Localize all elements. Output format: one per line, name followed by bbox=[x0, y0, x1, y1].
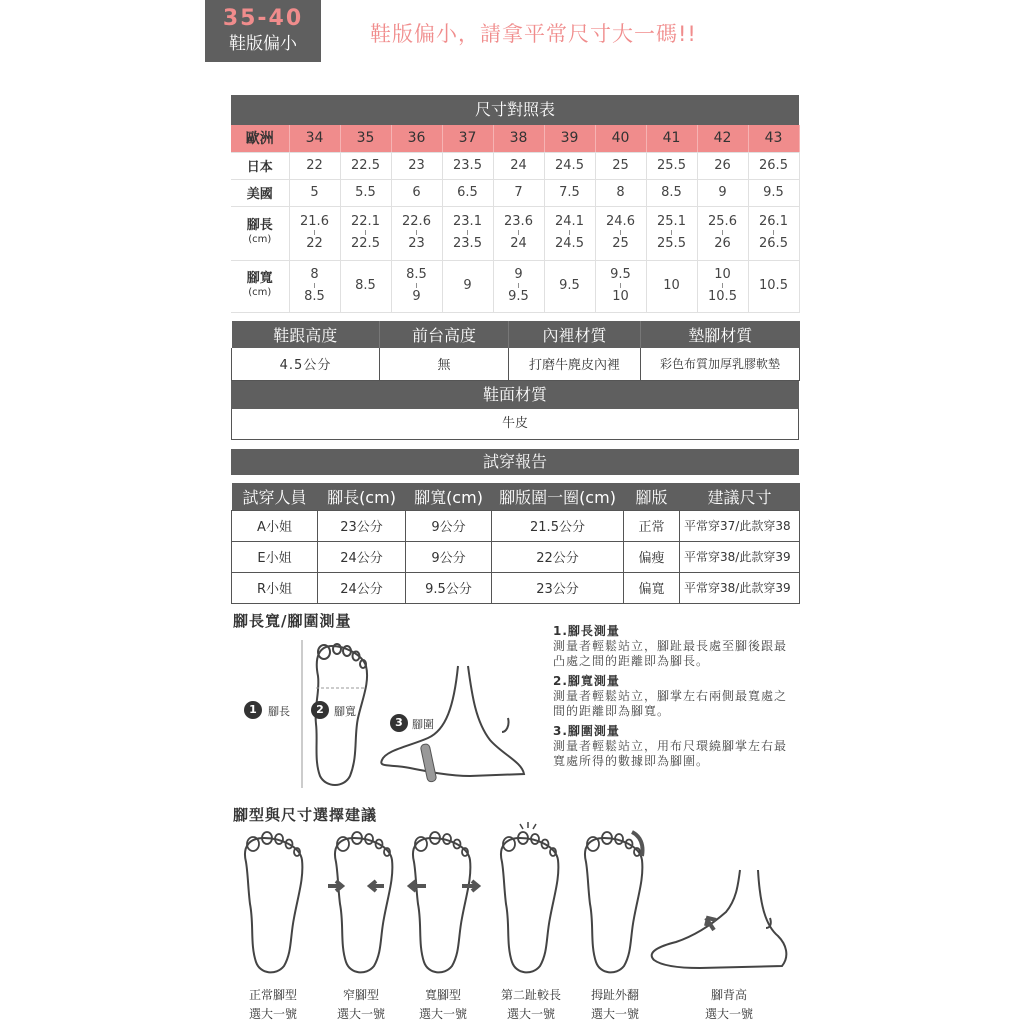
us-size-cell: 5 bbox=[289, 179, 340, 206]
tester-width: 9公分 bbox=[406, 541, 492, 572]
foot-width-cell bbox=[748, 260, 799, 312]
range-separator: ı bbox=[313, 228, 316, 238]
jp-label: 日本 bbox=[231, 152, 289, 179]
range-value: 26.5 bbox=[759, 236, 788, 251]
width-label: 腳寬 (cm) bbox=[231, 260, 289, 312]
front-height-value: 無 bbox=[380, 348, 509, 380]
foot-type-advice-wide: 選大一號 bbox=[418, 1007, 467, 1021]
range-value: 23.5 bbox=[453, 236, 482, 251]
width-measure-desc: 測量者輕鬆站立，腳掌左右兩側最寬處之間的距離即為腳寬。 bbox=[553, 689, 788, 718]
foot-type-advice-bunion: 選大一號 bbox=[590, 1007, 639, 1021]
foot-length-cell bbox=[340, 206, 391, 260]
wide-foot-icon bbox=[410, 832, 478, 972]
range-separator: ı bbox=[772, 228, 775, 238]
range-value: 24.5 bbox=[555, 236, 584, 251]
materials-header-row bbox=[232, 321, 800, 348]
foot-type-advice-second-toe: 選大一號 bbox=[506, 1007, 555, 1021]
us-row bbox=[231, 179, 799, 206]
range-value: 21.6 bbox=[300, 214, 329, 229]
range-separator: ı bbox=[568, 228, 571, 238]
range-value: 8.5 bbox=[304, 289, 325, 304]
jp-size-cell: 22.5 bbox=[340, 152, 391, 179]
size-note: 鞋版偏小 bbox=[229, 34, 297, 54]
foot-type-label-wide: 寬腳型 bbox=[424, 988, 461, 1002]
tester-suggestion: 平常穿37/此款穿38 bbox=[680, 510, 800, 541]
size-range: 35-40 bbox=[222, 6, 304, 31]
range-value: 25.1 bbox=[657, 214, 686, 229]
jp-size-cell: 24 bbox=[493, 152, 544, 179]
range-separator: ı bbox=[415, 281, 418, 291]
eu-label: 歐洲 bbox=[231, 125, 289, 152]
range-value: 9.5 bbox=[610, 267, 631, 282]
us-size-cell: 6 bbox=[391, 179, 442, 206]
materials-value-row bbox=[232, 348, 800, 380]
fit-header-tester: 試穿人員 bbox=[232, 483, 318, 510]
length-measure-title: 1.腳長測量 bbox=[553, 624, 620, 638]
range-value: 22 bbox=[306, 236, 323, 251]
us-size-cell: 6.5 bbox=[442, 179, 493, 206]
foot-length-cell bbox=[646, 206, 697, 260]
tester-name: R小姐 bbox=[232, 572, 318, 603]
size-table-title: 尺寸對照表 bbox=[231, 95, 799, 125]
heel-height-header: 鞋跟高度 bbox=[232, 321, 380, 348]
range-value: 10.5 bbox=[708, 289, 737, 304]
range-value: 8.5 bbox=[355, 278, 376, 293]
foot-width-cell bbox=[289, 260, 340, 312]
foot-width-cell bbox=[646, 260, 697, 312]
range-value: 22.5 bbox=[351, 236, 380, 251]
size-table bbox=[231, 125, 800, 313]
tester-girth: 21.5公分 bbox=[492, 510, 624, 541]
girth-measure-title: 3.腳圍測量 bbox=[553, 724, 620, 738]
eu-size-cell: 35 bbox=[340, 125, 391, 152]
range-value: 10 bbox=[612, 289, 629, 304]
foot-type-advice-narrow: 選大一號 bbox=[336, 1007, 385, 1021]
materials-table bbox=[231, 321, 800, 381]
foot-length-cell bbox=[442, 206, 493, 260]
range-separator: ı bbox=[517, 281, 520, 291]
tester-width: 9公分 bbox=[406, 510, 492, 541]
range-value: 9 bbox=[412, 289, 421, 304]
range-value: 22.1 bbox=[351, 214, 380, 229]
width-measure-title: 2.腳寬測量 bbox=[553, 674, 620, 688]
foot-width-cell bbox=[340, 260, 391, 312]
fit-report-table bbox=[231, 483, 800, 604]
us-size-cell: 9 bbox=[697, 179, 748, 206]
range-value: 22.6 bbox=[402, 214, 431, 229]
insole-header: 墊腳材質 bbox=[641, 321, 800, 348]
foot-width-cell bbox=[544, 260, 595, 312]
range-value: 26 bbox=[714, 236, 731, 251]
measure-marker-3: 3 bbox=[390, 714, 408, 732]
eu-size-cell: 39 bbox=[544, 125, 595, 152]
upper-material-header: 鞋面材質 bbox=[231, 381, 799, 409]
foot-width-cell bbox=[697, 260, 748, 312]
size-advice-headline: 鞋版偏小，請拿平常尺寸大一碼!! bbox=[370, 22, 697, 46]
tester-shape: 偏寬 bbox=[624, 572, 680, 603]
us-size-cell: 9.5 bbox=[748, 179, 799, 206]
tester-girth: 22公分 bbox=[492, 541, 624, 572]
jp-size-cell: 25.5 bbox=[646, 152, 697, 179]
measure-label-girth: 腳圍 bbox=[412, 718, 434, 731]
range-separator: ı bbox=[517, 228, 520, 238]
foot-length-cell bbox=[544, 206, 595, 260]
width-row bbox=[231, 260, 799, 312]
measure-title: 腳長寬/腳圍測量 bbox=[233, 612, 352, 630]
us-size-cell: 7.5 bbox=[544, 179, 595, 206]
jp-size-cell: 25 bbox=[595, 152, 646, 179]
foot-length-cell bbox=[748, 206, 799, 260]
foot-type-advice-high-instep: 選大一號 bbox=[704, 1007, 753, 1021]
size-range-badge bbox=[205, 0, 321, 62]
tester-length: 24公分 bbox=[318, 572, 406, 603]
range-separator: ı bbox=[619, 228, 622, 238]
eu-size-cell: 38 bbox=[493, 125, 544, 152]
tester-length: 23公分 bbox=[318, 510, 406, 541]
us-size-cell: 7 bbox=[493, 179, 544, 206]
measure-instructions bbox=[553, 624, 799, 769]
range-value: 26.1 bbox=[759, 214, 788, 229]
insole-value: 彩色布質加厚乳膠軟墊 bbox=[641, 348, 800, 380]
eu-size-cell: 43 bbox=[748, 125, 799, 152]
range-value: 24 bbox=[510, 236, 527, 251]
measure-marker-1: 1 bbox=[244, 701, 262, 719]
foot-length-cell bbox=[493, 206, 544, 260]
foot-type-label-second-toe: 第二趾較長 bbox=[500, 988, 561, 1002]
front-height-header: 前台高度 bbox=[380, 321, 509, 348]
jp-size-cell: 26 bbox=[697, 152, 748, 179]
foot-type-label-bunion: 拇趾外翻 bbox=[590, 988, 639, 1002]
range-separator: ı bbox=[313, 281, 316, 291]
range-value: 9.5 bbox=[508, 289, 529, 304]
range-value: 8 bbox=[310, 267, 319, 282]
eu-size-cell: 34 bbox=[289, 125, 340, 152]
range-value: 10.5 bbox=[759, 278, 788, 293]
fit-header-girth: 腳版圍一圈(cm) bbox=[492, 483, 624, 510]
length-measure-desc: 測量者輕鬆站立，腳趾最長處至腳後跟最凸處之間的距離即為腳長。 bbox=[553, 639, 788, 668]
narrow-foot-icon bbox=[328, 832, 392, 972]
tester-suggestion: 平常穿38/此款穿39 bbox=[680, 541, 800, 572]
foot-length-cell bbox=[289, 206, 340, 260]
length-row bbox=[231, 206, 799, 260]
range-separator: ı bbox=[619, 281, 622, 291]
foot-width-cell bbox=[493, 260, 544, 312]
tester-suggestion: 平常穿38/此款穿39 bbox=[680, 572, 800, 603]
lining-header: 內裡材質 bbox=[509, 321, 641, 348]
tester-width: 9.5公分 bbox=[406, 572, 492, 603]
eu-size-cell: 37 bbox=[442, 125, 493, 152]
range-separator: ı bbox=[415, 228, 418, 238]
range-separator: ı bbox=[721, 281, 724, 291]
normal-foot-icon bbox=[245, 832, 302, 972]
foot-width-cell bbox=[595, 260, 646, 312]
foot-type-advice-normal: 選大一號 bbox=[248, 1007, 297, 1021]
tester-name: A小姐 bbox=[232, 510, 318, 541]
range-value: 9 bbox=[463, 278, 472, 293]
foot-length-cell bbox=[595, 206, 646, 260]
range-separator: ı bbox=[670, 228, 673, 238]
upper-material-value: 牛皮 bbox=[231, 409, 799, 440]
jp-row bbox=[231, 152, 799, 179]
foot-length-cell bbox=[697, 206, 748, 260]
table-row bbox=[232, 572, 800, 603]
jp-size-cell: 26.5 bbox=[748, 152, 799, 179]
range-value: 25.6 bbox=[708, 214, 737, 229]
tester-name: E小姐 bbox=[232, 541, 318, 572]
tester-shape: 偏瘦 bbox=[624, 541, 680, 572]
range-value: 10 bbox=[663, 278, 680, 293]
foot-type-label-narrow: 窄腳型 bbox=[342, 988, 379, 1002]
foot-width-cell bbox=[442, 260, 493, 312]
range-value: 8.5 bbox=[406, 267, 427, 282]
heel-height-value: 4.5公分 bbox=[232, 348, 380, 380]
jp-size-cell: 23 bbox=[391, 152, 442, 179]
girth-measure-desc: 測量者輕鬆站立，用布尺環繞腳掌左右最寬處所得的數據即為腳圍。 bbox=[553, 739, 788, 768]
tester-girth: 23公分 bbox=[492, 572, 624, 603]
range-value: 10 bbox=[714, 267, 731, 282]
length-label: 腳長 (cm) bbox=[231, 206, 289, 260]
lining-value: 打磨牛麂皮內裡 bbox=[509, 348, 641, 380]
us-size-cell: 8 bbox=[595, 179, 646, 206]
fit-header-row bbox=[232, 483, 800, 510]
range-value: 25.5 bbox=[657, 236, 686, 251]
range-value: 9 bbox=[514, 267, 523, 282]
eu-size-cell: 42 bbox=[697, 125, 748, 152]
range-separator: ı bbox=[466, 228, 469, 238]
foot-type-label-normal: 正常腳型 bbox=[248, 988, 297, 1002]
eu-size-cell: 41 bbox=[646, 125, 697, 152]
fit-header-width: 腳寬(cm) bbox=[406, 483, 492, 510]
bunion-foot-icon bbox=[585, 832, 643, 972]
table-row bbox=[232, 510, 800, 541]
eu-size-cell: 36 bbox=[391, 125, 442, 152]
range-value: 24.6 bbox=[606, 214, 635, 229]
jp-size-cell: 24.5 bbox=[544, 152, 595, 179]
range-value: 23 bbox=[408, 236, 425, 251]
measure-label-length: 腳長 bbox=[268, 705, 290, 718]
fit-header-suggest: 建議尺寸 bbox=[680, 483, 800, 510]
us-size-cell: 8.5 bbox=[646, 179, 697, 206]
foot-width-cell bbox=[391, 260, 442, 312]
tester-length: 24公分 bbox=[318, 541, 406, 572]
table-row bbox=[232, 541, 800, 572]
foot-length-cell bbox=[391, 206, 442, 260]
tester-shape: 正常 bbox=[624, 510, 680, 541]
tape-measure-icon bbox=[420, 743, 437, 782]
us-size-cell: 5.5 bbox=[340, 179, 391, 206]
long-second-toe-icon bbox=[501, 822, 558, 972]
range-value: 25 bbox=[612, 236, 629, 251]
fit-report-title: 試穿報告 bbox=[231, 449, 799, 475]
jp-size-cell: 23.5 bbox=[442, 152, 493, 179]
range-separator: ı bbox=[721, 228, 724, 238]
fit-header-length: 腳長(cm) bbox=[318, 483, 406, 510]
fit-header-shape: 腳版 bbox=[624, 483, 680, 510]
high-instep-icon bbox=[652, 870, 787, 968]
measure-label-width: 腳寬 bbox=[334, 705, 356, 718]
range-separator: ı bbox=[364, 228, 367, 238]
foot-types-illustration bbox=[230, 826, 800, 976]
range-value: 23.6 bbox=[504, 214, 533, 229]
range-value: 9.5 bbox=[559, 278, 580, 293]
range-value: 24.1 bbox=[555, 214, 584, 229]
foot-type-title: 腳型與尺寸選擇建議 bbox=[233, 806, 378, 824]
eu-row bbox=[231, 125, 799, 152]
eu-size-cell: 40 bbox=[595, 125, 646, 152]
foot-type-label-high-instep: 腳背高 bbox=[710, 988, 747, 1002]
measure-marker-2: 2 bbox=[311, 701, 329, 719]
jp-size-cell: 22 bbox=[289, 152, 340, 179]
us-label: 美國 bbox=[231, 179, 289, 206]
range-value: 23.1 bbox=[453, 214, 482, 229]
